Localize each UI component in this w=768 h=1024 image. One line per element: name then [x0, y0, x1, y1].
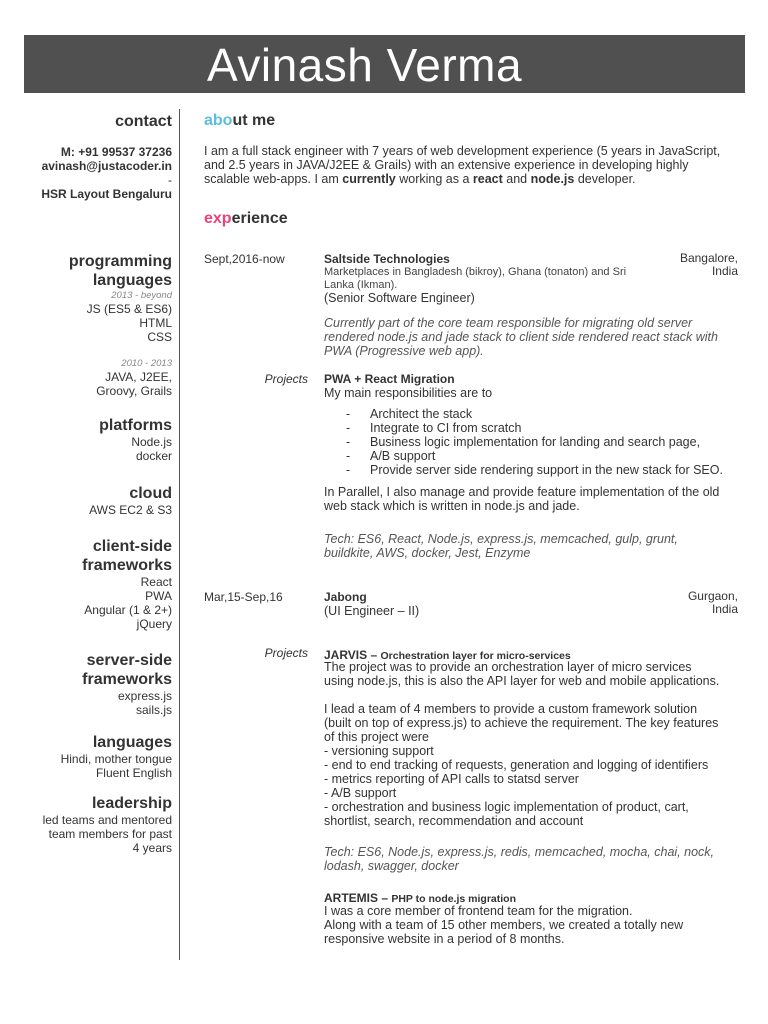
lead-line: (built on top of express.js) to achieve the requirement. The key features [324, 716, 719, 730]
loc-line: India [711, 602, 738, 616]
job1-project-intro: My main responsibilities are to [324, 386, 493, 400]
job1-bullets [324, 407, 744, 477]
tech-line: Tech: ES6, React, Node.js, express.js, memcached, gulp, grunt, [324, 532, 678, 546]
desc-line: responsive website in a period of 8 months. [324, 932, 565, 946]
list-item: - Architect the stack [324, 407, 744, 421]
languages-section [12, 733, 172, 780]
loc-line: India [711, 264, 738, 278]
job2-project1-desc [324, 660, 744, 688]
server-heading-1: server-side [86, 652, 172, 669]
desc-line: Lanka (Ikman). [324, 279, 398, 291]
platforms-heading: platforms [99, 417, 172, 434]
list-item: CSS [147, 330, 172, 344]
cloud-heading: cloud [129, 485, 172, 502]
parallel-line: web stack which is written in node.js and jade. [324, 499, 580, 513]
programming-heading-2: languages [92, 272, 172, 289]
job1-projects-label: Projects [264, 372, 308, 386]
list-item: team members for past [48, 827, 172, 841]
client-heading-1: client-side [92, 538, 172, 555]
list-item: Fluent English [95, 766, 172, 780]
list-item: JAVA, J2EE, [105, 370, 172, 384]
platforms-section [12, 416, 172, 463]
contact-sep: - [168, 173, 172, 187]
leadership-section [12, 794, 172, 855]
list-item: AWS EC2 & S3 [89, 503, 172, 517]
leadership-heading: leadership [91, 795, 172, 812]
list-item: docker [135, 449, 172, 463]
phone: M: +91 99537 37236 [60, 145, 172, 159]
tech-line: Tech: ES6, Node.js, express.js, redis, memcached, mocha, chai, nock, [324, 845, 714, 859]
client-side-section [12, 537, 172, 631]
summary-line: PWA (Progressive web app). [324, 344, 484, 358]
summary-line: Currently part of the core team responsible for migrating old server [324, 316, 693, 330]
job1-location [644, 252, 738, 278]
parallel-line: In Parallel, I also manage and provide feature implementation of the old [324, 485, 720, 499]
about-heading [204, 112, 275, 130]
period-label: 2010 - 2013 [121, 358, 172, 369]
server-side-section [12, 651, 172, 717]
project-subtitle: PHP to node.js migration [391, 893, 516, 905]
contact-heading: contact [115, 113, 172, 130]
list-item: Angular (1 & 2+) [84, 603, 172, 617]
contact-section [12, 112, 172, 201]
lead-line: - end to end tracking of requests, generation and logging of identifiers [324, 758, 709, 772]
job2-project1-lead [324, 702, 744, 828]
tech-line: lodash, swagger, docker [324, 859, 459, 873]
job1-summary [324, 316, 744, 358]
header-banner [24, 35, 745, 93]
list-item: PWA [145, 589, 172, 603]
project-name: ARTEMIS – [324, 891, 392, 905]
list-item: jQuery [136, 617, 172, 631]
programming-section [12, 252, 172, 398]
job1-project-title: PWA + React Migration [324, 372, 455, 386]
cloud-section [12, 484, 172, 517]
job1-parallel [324, 485, 744, 513]
about-paragraph [204, 144, 744, 186]
list-item: - Provide server side rendering support in the new stack for SEO. [324, 463, 744, 477]
lead-line: - orchestration and business logic implementation of product, cart, [324, 800, 689, 814]
list-item: Hindi, mother tongue [60, 752, 172, 766]
server-heading-2: frameworks [82, 671, 172, 688]
programming-heading-1: programming [68, 253, 172, 270]
list-item: - Business logic implementation for landing and search page, [324, 435, 744, 449]
list-item: led teams and mentored [42, 813, 172, 827]
job2-company: Jabong [324, 590, 367, 604]
job2-date: Mar,15-Sep,16 [204, 590, 283, 604]
list-item: React [140, 575, 172, 589]
lead-line: I lead a team of 4 members to provide a custom framework solution [324, 702, 698, 716]
desc-line: I was a core member of frontend team for the migration. [324, 904, 633, 918]
desc-line: The project was to provide an orchestration layer of micro services [324, 660, 692, 674]
project-name: JARVIS – [324, 648, 381, 662]
job2-projects-label: Projects [264, 646, 308, 660]
experience-heading [204, 210, 288, 228]
job1-tech [324, 532, 744, 560]
loc-line: Bangalore, [679, 251, 738, 265]
project-subtitle: Orchestration layer for micro-services [380, 650, 571, 662]
about-line: I am a full stack engineer with 7 years of web development experience (5 years in JavaScript, [204, 144, 721, 158]
job2-location [644, 590, 738, 616]
client-heading-2: frameworks [82, 557, 172, 574]
lead-line: - metrics reporting of API calls to statsd server [324, 772, 579, 786]
lead-line: - A/B support [324, 786, 397, 800]
job1-date: Sept,2016-now [204, 252, 285, 266]
list-item: JS (ES5 & ES6) [86, 302, 172, 316]
summary-line: rendered node.js and jade stack to client side rendered react stack with [324, 330, 718, 344]
list-item: HTML [139, 316, 172, 330]
job1-company: Saltside Technologies [324, 252, 450, 266]
tech-line: buildkite, AWS, docker, Jest, Enzyme [324, 546, 531, 560]
list-item: - Integrate to CI from scratch [324, 421, 744, 435]
desc-line: Marketplaces in Bangladesh (bikroy), Ghana (tonaton) and Sri [324, 266, 627, 278]
experience-accent: exp [204, 210, 232, 227]
desc-line: Along with a team of 15 other members, we created a totally new [324, 918, 684, 932]
column-divider [179, 109, 180, 960]
person-name: Avinash Verma [207, 39, 523, 91]
about-line: scalable web-apps. I am currently working as a react and node.js developer. [204, 172, 636, 186]
languages-heading: languages [92, 734, 172, 751]
list-item: Groovy, Grails [96, 384, 172, 398]
job2-project2-desc [324, 904, 744, 946]
job1-role: (Senior Software Engineer) [324, 291, 475, 305]
list-item: 4 years [132, 841, 172, 855]
loc-line: Gurgaon, [687, 589, 738, 603]
job2-project1-tech [324, 845, 744, 873]
job2-role: (UI Engineer – II) [324, 604, 420, 618]
desc-line: using node.js, this is also the API layer for web and mobile applications. [324, 674, 720, 688]
list-item: Node.js [131, 435, 172, 449]
lead-line: shortlist, search, recommendation and account [324, 814, 584, 828]
list-item: sails.js [135, 703, 172, 717]
location: HSR Layout Bengaluru [41, 187, 172, 201]
lead-line: of this project were [324, 730, 429, 744]
job1-description [324, 266, 654, 292]
list-item: - A/B support [324, 449, 744, 463]
experience-rest: erience [231, 210, 288, 227]
period-label: 2013 - beyond [111, 290, 172, 301]
about-accent: abo [204, 112, 233, 129]
about-line: and 2.5 years in JAVA/J2EE & Grails) with an extensive experience in developing highly [204, 158, 689, 172]
about-rest: ut me [232, 112, 276, 129]
lead-line: - versioning support [324, 744, 434, 758]
email: avinash@justacoder.in [41, 159, 172, 173]
list-item: express.js [117, 689, 172, 703]
